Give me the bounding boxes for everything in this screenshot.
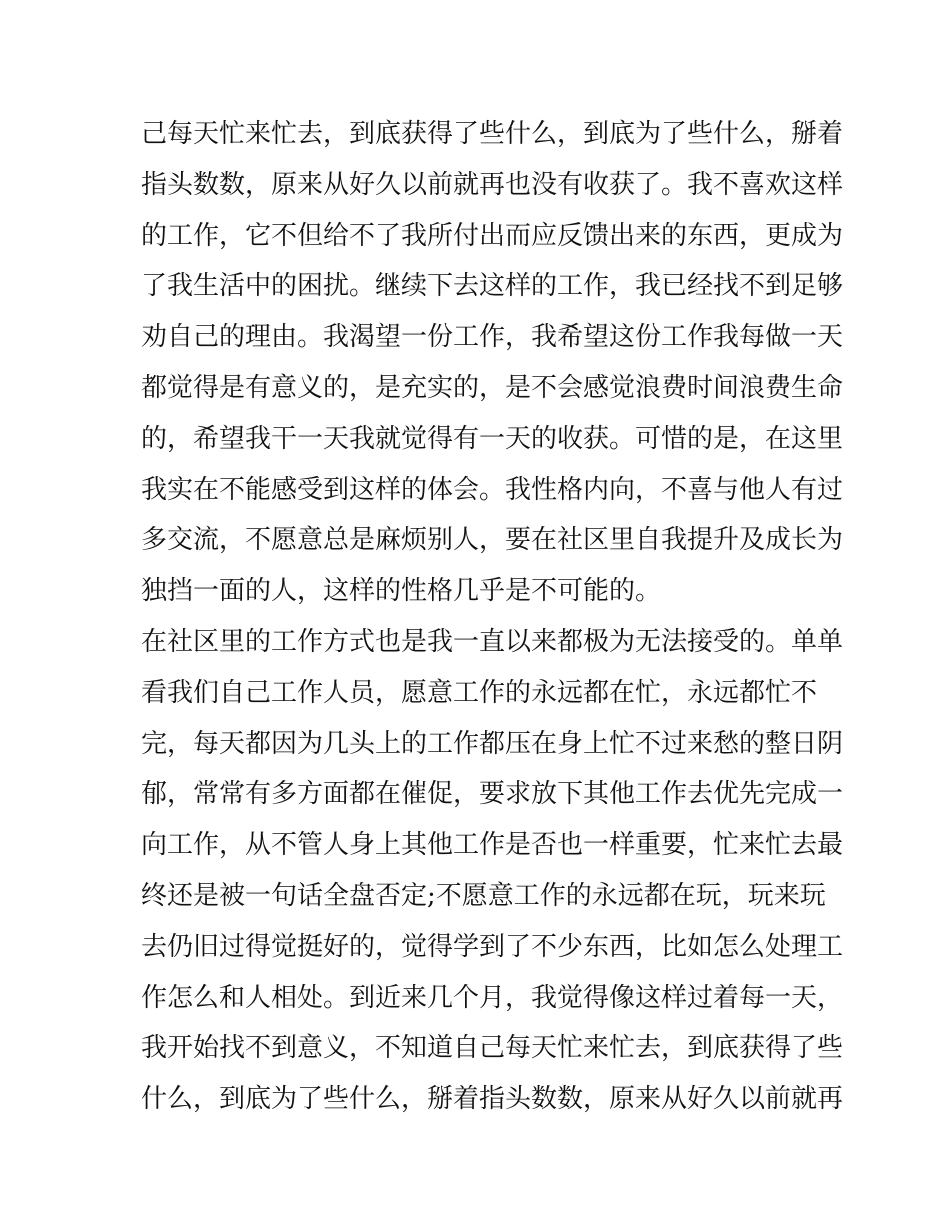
text-line: 我开始找不到意义，不知道自己每天忙来忙去，到底获得了些 xyxy=(141,1033,844,1064)
text-line: 什么，到底为了些什么，掰着指头数数，原来从好久以前就再 xyxy=(141,1084,844,1115)
text-line: 了我生活中的困扰。继续下去这样的工作，我已经找不到足够 xyxy=(141,271,844,302)
text-line: 郁，常常有多方面都在催促，要求放下其他工作去优先完成一 xyxy=(141,779,844,810)
text-line: 在社区里的工作方式也是我一直以来都极为无法接受的。单单 xyxy=(141,626,844,657)
text-line: 终还是被一句话全盘否定;不愿意工作的永远都在玩，玩来玩 xyxy=(141,880,826,911)
text-line: 去仍旧过得觉挺好的，觉得学到了不少东西，比如怎么处理工 xyxy=(141,931,844,962)
text-line: 都觉得是有意义的，是充实的，是不会感觉浪费时间浪费生命 xyxy=(141,372,844,403)
text-line: 看我们自己工作人员，愿意工作的永远都在忙，永远都忙不 xyxy=(141,677,818,708)
text-line: 独挡一面的人，这样的性格几乎是不可能的。 xyxy=(141,576,662,607)
text-line: 己每天忙来忙去，到底获得了些什么，到底为了些什么，掰着 xyxy=(141,119,844,149)
text-line: 的，希望我干一天我就觉得有一天的收获。可惜的是，在这里 xyxy=(141,423,844,454)
text-line: 作怎么和人相处。到近来几个月，我觉得像这样过着每一天， xyxy=(141,982,844,1013)
text-line: 指头数数，原来从好久以前就再也没有收获了。我不喜欢这样 xyxy=(141,169,844,200)
text-line: 我实在不能感受到这样的体会。我性格内向，不喜与他人有过 xyxy=(141,474,844,505)
text-line: 向工作，从不管人身上其他工作是否也一样重要，忙来忙去最 xyxy=(141,830,844,861)
body-text xyxy=(141,109,844,1125)
text-line: 完，每天都因为几头上的工作都压在身上忙不过来愁的整日阴 xyxy=(141,728,844,759)
text-line: 的工作，它不但给不了我所付出而应反馈出来的东西，更成为 xyxy=(141,220,844,251)
text-line: 劝自己的理由。我渴望一份工作，我希望这份工作我每做一天 xyxy=(141,322,844,353)
text-line: 多交流，不愿意总是麻烦别人，要在社区里自我提升及成长为 xyxy=(141,525,844,556)
